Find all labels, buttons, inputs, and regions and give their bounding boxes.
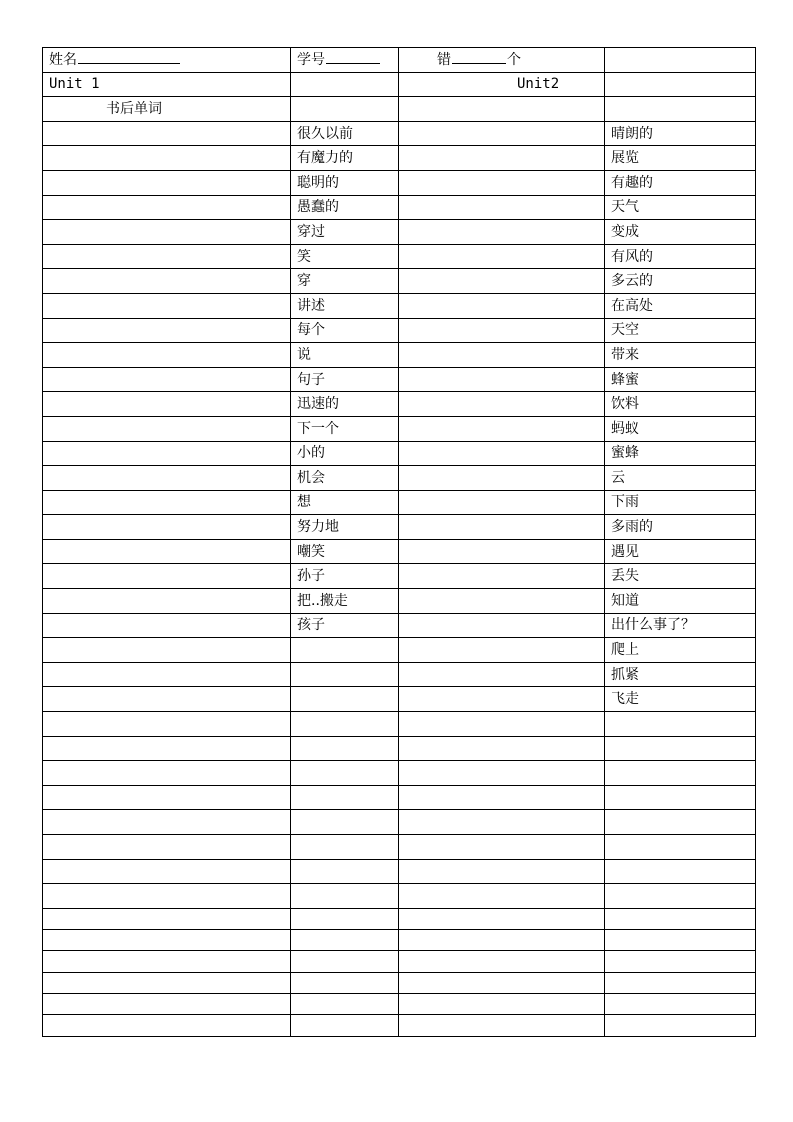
word-row — [43, 367, 756, 392]
word-row — [43, 993, 756, 1014]
unit1-word-empty[interactable] — [291, 835, 399, 860]
unit1-answer-cell[interactable] — [43, 466, 291, 491]
unit1-answer-cell[interactable] — [43, 613, 291, 638]
unit-row — [43, 72, 756, 97]
unit2-word-empty[interactable] — [605, 835, 756, 860]
unit1-answer-cell[interactable] — [43, 884, 291, 909]
unit1-answer-cell[interactable] — [43, 441, 291, 466]
unit1-word-empty[interactable] — [291, 687, 399, 712]
unit1-word: 孩子 — [291, 613, 399, 638]
word-row — [43, 416, 756, 441]
unit1-word: 笑 — [291, 244, 399, 269]
unit2-word-empty[interactable] — [605, 1015, 756, 1036]
unit1-answer-cell[interactable] — [43, 539, 291, 564]
unit1-answer-cell[interactable] — [43, 662, 291, 687]
vocabulary-worksheet-table — [42, 47, 756, 1037]
unit2-answer-cell[interactable] — [399, 170, 605, 195]
word-row — [43, 930, 756, 951]
unit1-word: 讲述 — [291, 293, 399, 318]
unit1-answer-cell[interactable] — [43, 343, 291, 368]
unit2-word: 蜂蜜 — [605, 367, 756, 392]
unit2-answer-cell[interactable] — [399, 810, 605, 835]
unit1-word: 想 — [291, 490, 399, 515]
unit1-word: 每个 — [291, 318, 399, 343]
unit2-word: 爬上 — [605, 638, 756, 663]
subheading-row — [43, 97, 756, 122]
unit2-answer-cell[interactable] — [399, 859, 605, 884]
unit2-answer-cell[interactable] — [399, 736, 605, 761]
unit2-answer-cell[interactable] — [399, 930, 605, 951]
unit2-word: 多云的 — [605, 269, 756, 294]
unit2-word-empty[interactable] — [605, 736, 756, 761]
unit2-word: 多雨的 — [605, 515, 756, 540]
student-number-cell[interactable] — [291, 48, 399, 73]
unit1-word: 穿 — [291, 269, 399, 294]
unit2-answer-cell[interactable] — [399, 490, 605, 515]
unit2-word: 晴朗的 — [605, 121, 756, 146]
unit2-word-empty[interactable] — [605, 972, 756, 993]
unit1-word: 小的 — [291, 441, 399, 466]
header-row — [43, 48, 756, 73]
unit2-answer-cell[interactable] — [399, 244, 605, 269]
unit2-answer-cell[interactable] — [399, 367, 605, 392]
unit2-word: 天气 — [605, 195, 756, 220]
unit1-word-empty[interactable] — [291, 810, 399, 835]
unit2-answer-cell[interactable] — [399, 343, 605, 368]
word-row — [43, 884, 756, 909]
unit1-word: 迅速的 — [291, 392, 399, 417]
unit2-answer-cell[interactable] — [399, 589, 605, 614]
unit2-answer-cell[interactable] — [399, 121, 605, 146]
unit2-answer-cell[interactable] — [399, 951, 605, 972]
unit1-word: 下一个 — [291, 416, 399, 441]
word-row — [43, 613, 756, 638]
unit2-word: 有风的 — [605, 244, 756, 269]
unit1-answer-cell[interactable] — [43, 712, 291, 737]
unit1-word: 机会 — [291, 466, 399, 491]
unit1-word: 穿过 — [291, 220, 399, 245]
unit2-answer-cell[interactable] — [399, 318, 605, 343]
unit2-answer-cell[interactable] — [399, 884, 605, 909]
unit1-word-empty[interactable] — [291, 884, 399, 909]
unit2-answer-cell[interactable] — [399, 466, 605, 491]
unit1-answer-cell[interactable] — [43, 170, 291, 195]
unit1-answer-cell[interactable] — [43, 835, 291, 860]
unit2-word: 丢失 — [605, 564, 756, 589]
word-row — [43, 441, 756, 466]
unit1-word: 愚蠢的 — [291, 195, 399, 220]
unit2-word: 知道 — [605, 589, 756, 614]
unit1-answer-cell[interactable] — [43, 244, 291, 269]
unit2-answer-cell[interactable] — [399, 441, 605, 466]
unit2-word: 带来 — [605, 343, 756, 368]
word-row — [43, 293, 756, 318]
unit1-answer-cell[interactable] — [43, 515, 291, 540]
unit1-word-empty[interactable] — [291, 736, 399, 761]
unit1-word-empty[interactable] — [291, 908, 399, 929]
unit1-answer-cell[interactable] — [43, 859, 291, 884]
unit2-answer-cell[interactable] — [399, 564, 605, 589]
unit1-word: 嘲笑 — [291, 539, 399, 564]
name-label: 姓名 — [49, 51, 77, 68]
unit1-answer-cell[interactable] — [43, 761, 291, 786]
unit1-answer-cell[interactable] — [43, 195, 291, 220]
unit1-word-empty[interactable] — [291, 930, 399, 951]
word-row — [43, 662, 756, 687]
book-words-subheading: 书后单词 — [43, 97, 291, 122]
unit1-word-empty[interactable] — [291, 785, 399, 810]
unit2-word-empty[interactable] — [605, 712, 756, 737]
unit1-answer-cell[interactable] — [43, 121, 291, 146]
word-row — [43, 318, 756, 343]
unit2-answer-cell[interactable] — [399, 539, 605, 564]
errors-suffix: 个 — [507, 51, 521, 68]
unit1-word-empty[interactable] — [291, 1015, 399, 1036]
unit1-answer-cell[interactable] — [43, 810, 291, 835]
word-row — [43, 835, 756, 860]
unit2-word-empty[interactable] — [605, 761, 756, 786]
unit-row-empty-cell[interactable] — [605, 72, 756, 97]
unit2-heading: Unit2 — [399, 72, 605, 97]
unit1-answer-cell[interactable] — [43, 367, 291, 392]
unit2-answer-cell[interactable] — [399, 712, 605, 737]
unit2-word-empty[interactable] — [605, 951, 756, 972]
unit2-answer-cell[interactable] — [399, 687, 605, 712]
errors-label: 错 — [437, 51, 451, 68]
word-row — [43, 220, 756, 245]
unit2-word-empty[interactable] — [605, 993, 756, 1014]
unit1-answer-cell[interactable] — [43, 392, 291, 417]
unit1-word-empty[interactable] — [291, 951, 399, 972]
unit1-answer-cell[interactable] — [43, 269, 291, 294]
unit1-word-empty[interactable] — [291, 761, 399, 786]
unit1-answer-cell[interactable] — [43, 951, 291, 972]
unit2-word-empty[interactable] — [605, 930, 756, 951]
unit1-answer-cell[interactable] — [43, 564, 291, 589]
unit1-word: 孙子 — [291, 564, 399, 589]
unit1-answer-cell[interactable] — [43, 490, 291, 515]
unit1-word-empty[interactable] — [291, 712, 399, 737]
unit2-answer-cell[interactable] — [399, 662, 605, 687]
word-row — [43, 392, 756, 417]
word-row — [43, 736, 756, 761]
unit1-word-empty[interactable] — [291, 638, 399, 663]
errors-blank[interactable] — [452, 62, 506, 64]
word-row — [43, 638, 756, 663]
unit-row-empty-cell[interactable] — [291, 72, 399, 97]
name-blank[interactable] — [78, 62, 180, 64]
word-row — [43, 269, 756, 294]
unit2-answer-cell[interactable] — [399, 269, 605, 294]
unit2-word: 蚂蚁 — [605, 416, 756, 441]
word-row — [43, 972, 756, 993]
word-row — [43, 785, 756, 810]
unit2-answer-cell[interactable] — [399, 993, 605, 1014]
word-row — [43, 810, 756, 835]
unit2-word: 云 — [605, 466, 756, 491]
student-number-blank[interactable] — [326, 62, 380, 64]
word-row — [43, 687, 756, 712]
header-empty-cell[interactable] — [605, 48, 756, 73]
word-row — [43, 146, 756, 171]
word-row — [43, 121, 756, 146]
unit2-answer-cell[interactable] — [399, 835, 605, 860]
word-row — [43, 343, 756, 368]
unit2-word: 出什么事了？ — [605, 613, 756, 638]
unit1-word: 聪明的 — [291, 170, 399, 195]
word-row — [43, 761, 756, 786]
unit2-answer-cell[interactable] — [399, 220, 605, 245]
unit1-answer-cell[interactable] — [43, 908, 291, 929]
unit1-answer-cell[interactable] — [43, 146, 291, 171]
word-row — [43, 712, 756, 737]
unit2-word-empty[interactable] — [605, 785, 756, 810]
unit2-answer-cell[interactable] — [399, 613, 605, 638]
unit1-word: 句子 — [291, 367, 399, 392]
word-row — [43, 951, 756, 972]
unit2-answer-cell[interactable] — [399, 515, 605, 540]
unit1-word: 很久以前 — [291, 121, 399, 146]
unit1-answer-cell[interactable] — [43, 972, 291, 993]
unit2-word-empty[interactable] — [605, 884, 756, 909]
unit2-answer-cell[interactable] — [399, 761, 605, 786]
unit2-word-empty[interactable] — [605, 908, 756, 929]
subheading-empty-cell[interactable] — [399, 97, 605, 122]
unit2-answer-cell[interactable] — [399, 146, 605, 171]
unit1-word: 把..搬走 — [291, 589, 399, 614]
unit1-answer-cell[interactable] — [43, 293, 291, 318]
unit2-word: 抓紧 — [605, 662, 756, 687]
unit1-answer-cell[interactable] — [43, 589, 291, 614]
unit2-word: 有趣的 — [605, 170, 756, 195]
unit2-word-empty[interactable] — [605, 810, 756, 835]
word-row — [43, 466, 756, 491]
unit1-answer-cell[interactable] — [43, 416, 291, 441]
unit1-word-empty[interactable] — [291, 993, 399, 1014]
unit2-answer-cell[interactable] — [399, 908, 605, 929]
word-row — [43, 539, 756, 564]
subheading-empty-cell[interactable] — [291, 97, 399, 122]
word-row — [43, 908, 756, 929]
unit1-word-empty[interactable] — [291, 972, 399, 993]
unit1-answer-cell[interactable] — [43, 1015, 291, 1036]
unit1-answer-cell[interactable] — [43, 220, 291, 245]
unit2-answer-cell[interactable] — [399, 1015, 605, 1036]
unit1-answer-cell[interactable] — [43, 993, 291, 1014]
unit2-answer-cell[interactable] — [399, 195, 605, 220]
unit2-word: 在高处 — [605, 293, 756, 318]
unit2-answer-cell[interactable] — [399, 416, 605, 441]
unit1-answer-cell[interactable] — [43, 930, 291, 951]
unit2-answer-cell[interactable] — [399, 972, 605, 993]
word-row — [43, 490, 756, 515]
unit1-heading: Unit 1 — [43, 72, 291, 97]
subheading-empty-cell[interactable] — [605, 97, 756, 122]
errors-cell[interactable] — [399, 48, 605, 73]
unit2-word: 天空 — [605, 318, 756, 343]
unit2-answer-cell[interactable] — [399, 638, 605, 663]
unit1-word-empty[interactable] — [291, 859, 399, 884]
unit2-word-empty[interactable] — [605, 859, 756, 884]
unit1-answer-cell[interactable] — [43, 736, 291, 761]
unit2-answer-cell[interactable] — [399, 785, 605, 810]
unit2-word: 变成 — [605, 220, 756, 245]
word-row — [43, 1015, 756, 1036]
unit2-word: 饮料 — [605, 392, 756, 417]
word-row — [43, 859, 756, 884]
word-row — [43, 564, 756, 589]
unit2-word: 下雨 — [605, 490, 756, 515]
unit2-word: 飞走 — [605, 687, 756, 712]
unit1-word-empty[interactable] — [291, 662, 399, 687]
unit2-word: 蜜蜂 — [605, 441, 756, 466]
word-row — [43, 515, 756, 540]
word-row — [43, 589, 756, 614]
unit1-answer-cell[interactable] — [43, 687, 291, 712]
word-row — [43, 170, 756, 195]
unit1-answer-cell[interactable] — [43, 318, 291, 343]
unit1-word: 有魔力的 — [291, 146, 399, 171]
unit2-answer-cell[interactable] — [399, 293, 605, 318]
name-cell[interactable] — [43, 48, 291, 73]
student-number-label: 学号 — [297, 51, 325, 68]
unit1-answer-cell[interactable] — [43, 638, 291, 663]
unit1-answer-cell[interactable] — [43, 785, 291, 810]
unit2-answer-cell[interactable] — [399, 392, 605, 417]
unit1-word: 努力地 — [291, 515, 399, 540]
word-row — [43, 244, 756, 269]
unit2-word: 展览 — [605, 146, 756, 171]
unit2-word: 遇见 — [605, 539, 756, 564]
word-row — [43, 195, 756, 220]
unit1-word: 说 — [291, 343, 399, 368]
